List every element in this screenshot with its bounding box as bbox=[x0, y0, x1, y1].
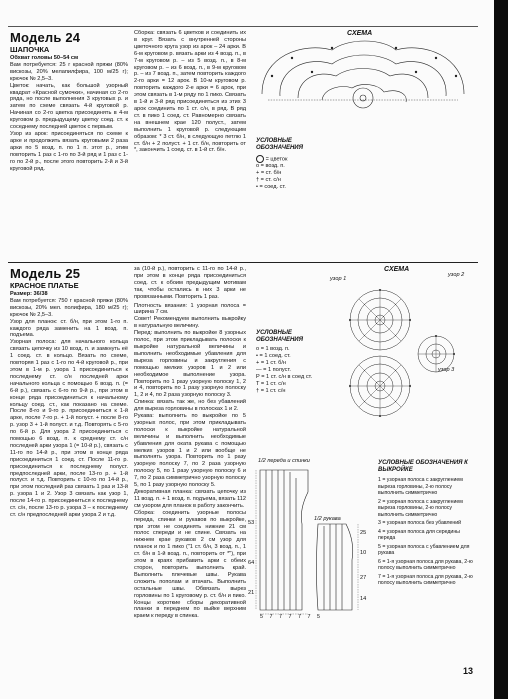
legend-item: • = соед. ст. bbox=[256, 184, 286, 191]
model24-col1-p2: Цветок: начать, как большой узорный квадрат «Красной сумочки», начиная со 2-го ряда, но после выполнения 3 круговых р. и затем по схеме связать 4-й круговой р. Начиная со 2-го цветка присоединять в 4-м круговом р. предыдущему цветку соед. ст. к соседнему последней цветок с первым. bbox=[10, 82, 128, 131]
model24-schema bbox=[252, 36, 474, 136]
model24-col1-p0: Обхват головы 50–54 см bbox=[10, 55, 79, 61]
model25-col1-p1: Вам потребуется: 750 г красной пряжи (80% вискозы, 20% мел. полифира, 180 м/25 г); крючок № 2,5–3. bbox=[10, 297, 128, 318]
dim-front-21: 21 bbox=[248, 590, 255, 596]
model25-col1-p3: Узорная полоса: для начального кольца связать цепочку из 10 возд. п. и замкнуть её 1 соед. ст. в кольцо. Вязать по схеме, повторяя 1 раз с 1-го по 4-й круговой р., при этом в 1-м р. узора 1 присоединиться к последнему ст. с/н последней арки начального кольца с помощью 6 возд. п. (= 6-й р.), связать с 6-го по 9-й р., при этом в конце ряда присоединиться к начальному кольцу соед. ст., как показано на схеме. После 8-го и 9-го р. присоединиться к 1-й арке, после 7-го р. + 1-й полуст. + после 8-го р. узор 3 + 1-й полуст. и т.д. Повторять с 5-го по 6-й р. Для узора 2 присоединиться с помощью 6 возд. п. к среднему ст. с/н последней арки узора 1 (= 10-й р.), связать с 11-го по 14-й р., при этом в конце ряда присоединиться 1 соед. ст. После 11-го р. присоединиться к последнему полуст. предпоследней арки, после 13-го р. + 1-й полуст. и т.д. Повторить с 10-го по 14-й р., при этом последний раз связать 1 раз и 13-й р. узора 1 и 2. Узор 3 связать как узор 1, после 14-го р. присоединиться к последнему ст. с/н, после 13-го р. узора 3 – к последнему ст. с/н предпоследней арки узора 2 и т.д. bbox=[10, 339, 128, 518]
model24-col1-p1: Вам потребуется: 25 г красной пряжи (80% вискозы, 20% мелапилфира, 100 м/25 г); крючок № 2,5–3. bbox=[10, 61, 128, 82]
legend-item: P = 1 ст. с/н в соед ст. bbox=[256, 374, 313, 380]
pattern-sleeve-title: 1/2 рукава bbox=[314, 516, 341, 522]
uzor3-label: узор 3 bbox=[438, 367, 455, 373]
model25-schema-label: СХЕМА bbox=[384, 266, 410, 273]
page-number: 13 bbox=[463, 666, 474, 676]
vykroika-item: 4 = узорная полоса для середины переда bbox=[378, 528, 460, 541]
legend-item: T = 1 ст. с/н bbox=[256, 381, 286, 387]
model25-col2-p7: Сборка: соединить узорные полосы переда, спинки и рукавов по выкройке, при этом не соединять нижние 21 см полос спереди и не спине. Связать на нижнем крае рукавов 2 см узор для планок и по 1 пико ("1 ст. б/н, 3 возд. п., 1 ст. б/н в 1-й возд. п., повторить от *"), при этом в краях прибавить арки с обеих сторон, повторить выполнить край. Выполнить плечевые швы. Рукава сложить пополам и втачать. Выполнить остальные швы. Обвязать вырез горловины по 1 круговому р. ст. б/н и пико. Концы короткие сборы декоративной планки в переднем по выйке верхним краем к переду в спинка. bbox=[134, 509, 246, 620]
model24-title: Модель 24 bbox=[10, 30, 81, 45]
dim-sleeve-10: 10 bbox=[360, 550, 367, 556]
vykroika-item: 3 = узорная полоса без убавлений bbox=[378, 520, 462, 526]
legend-item: + = 1 ст. б/н bbox=[256, 360, 287, 366]
model24-col1 bbox=[10, 55, 128, 255]
model25-legend bbox=[256, 330, 346, 395]
model24-schema-label: СХЕМА bbox=[347, 30, 373, 37]
legend-item: † = 1 ст. с/н bbox=[256, 388, 286, 394]
model25-col2-p6: Декоративная планка: связать цепочку из 11 возд. п. + 1 возд. п. подъема, вязать 112 см узором для планок в работу закончить. bbox=[134, 489, 246, 509]
uzor1-label: узор 1 bbox=[330, 276, 347, 282]
model24-legend-title: УСЛОВНЫЕ ОБОЗНАЧЕНИЯ bbox=[256, 138, 303, 151]
model25-col2-p0: за (10-й р.), повторить с 11-го по 14-й р., при этом в конце ряда присоединиться соед. ст. к обоим предыдущим мотивам так, чтобы остались в них 3 арки не провязанными. Повторить 1 раз. bbox=[134, 266, 246, 300]
binding-edge bbox=[494, 0, 508, 699]
legend-item: + = ст. б/н bbox=[256, 170, 282, 177]
uzor2-label: узор 2 bbox=[448, 272, 465, 278]
model24-col1-p3: Узор из арок: присоединяться по схеме к арке и продолжить вязать круговыми 2 раза арки по 5 возд. п. по 1 п. этот р., этим повторить 1 раз с 1-го по 3-й ряд и 1 раз с 1-го по 2-й р., после этого повторить 2-й и 3-й круговой ряд. bbox=[10, 130, 128, 172]
model25-col2-p1: Плотность вязания: 1 узорная полоса = ширина 7 см. bbox=[134, 302, 246, 316]
flower-icon bbox=[256, 155, 264, 163]
vykroika-item: 7 = 1-я узорная полоса для рукава, 2-ю полосу выполнить симметрично bbox=[378, 573, 473, 586]
dim-sleeve-27: 27 bbox=[360, 575, 367, 581]
legend-item: † = ст. с/н bbox=[256, 177, 281, 184]
vykroika-item: 2 = узорная полоса с закруглением выреза горловины, 2-ю полосу выполнить симметрично bbox=[378, 498, 463, 518]
vykroika-item: 1 = узорная полоса с закруглением выреза горловины, 2-ю полосу выполнить симметрично bbox=[378, 477, 463, 496]
dim-sleeve-14: 14 bbox=[360, 596, 367, 602]
model24-legend bbox=[256, 138, 376, 191]
model24-subtitle: ШАПОЧКА bbox=[10, 45, 50, 54]
pattern-front-title: 1/2 переда и спинки bbox=[258, 458, 310, 464]
model25-col2 bbox=[134, 266, 246, 692]
model25-col2-p2: Совет! Рекомендуем выполнить выкройку в натуральную величину. bbox=[134, 316, 246, 330]
legend-item: — = 1 полуст. bbox=[256, 367, 291, 373]
chain-icon: o bbox=[256, 163, 261, 170]
top-rule bbox=[8, 26, 478, 27]
model25-legend-title: УСЛОВНЫЕ ОБОЗНАЧЕНИЯ bbox=[256, 330, 303, 343]
legend-item: o = 1 возд. п. bbox=[256, 346, 290, 352]
vykroika-legend-title: УСЛОВНЫЕ ОБОЗНАЧЕНИЯ К ВЫКРОЙКЕ bbox=[378, 460, 468, 473]
model25-col2-p4: Спинка: вязать так же, но без убавлений для выреза горловины в полосках 1 и 2. bbox=[134, 399, 246, 413]
dim-sleeve-25: 25 bbox=[360, 530, 367, 536]
dim-front-53: 53 bbox=[248, 520, 255, 526]
vykroika-legend bbox=[378, 460, 476, 587]
dim-bottom-row: 5 7 7 7 7 7 5 bbox=[260, 614, 320, 620]
model25-subtitle: КРАСНОЕ ПЛАТЬЕ bbox=[10, 281, 79, 290]
section-divider bbox=[8, 262, 478, 263]
dress-pattern bbox=[252, 464, 372, 620]
dim-front-64: 64 bbox=[248, 560, 255, 566]
sc-icon: + bbox=[256, 170, 261, 177]
model25-col2-p3: Перед: выполнить по выкройке 8 узорных полос, при этом прикладывать полоски к выкройке натуральной величины и выполнить необходимые убавления для выреза горловины и закругления с помощью мелких узоров 1 и 2 или необходимое выполнение узора. Повторить по 1 разу узорную полоску 1, 2 и 4, повторить по 1 разу узорную полоску 1, 2 и 4, по 2 раза узорную полоску 3. bbox=[134, 330, 246, 399]
legend-item: o = возд. п. bbox=[256, 163, 285, 170]
model25-col2-p5: Рукава: выполнить по выкройке по 5 узорных полос, при этом прикладывать полоски к выкройке натуральной величины и выполнить необходимые убавления для оката рукава с помощью мелких узоров 1 и 2 или вообще не выполнять узора. Повторить по 1 разу узорную полоску 7, по 2 раза узорную полоску 5, по 1 разу узорную полоску 6 и 7, по 2 раза симметрично узорную полоску 5, по 1 разу узорную полоску 5. bbox=[134, 413, 246, 489]
model25-col1-p0: Размер: 36/38 bbox=[10, 291, 48, 297]
model24-col2-p0: Сборка: связать 6 цветков и соединить их в круг. Вязать с внутренней стороны цветочного круга узор из арок – 24 арки. В 6-м круговом р. вязать арки из 4 возд. п., в 7-м круговом р. – из 5 возд. п., в 8-м круговом р. – из 6 возд. п., в 9-м круговом р. – из 7 возд. п., затем повторить каждого 2-го арки = 12 арок. В 10-м круговом р. повторить каждого 2-е арки = 6 арок, при этом связать в 1-м ряду по 1 пико. Связать в 1-й и 3-й ряд присоединяться из этих 3 арок соединить по 1 ст. с/н, в ряд. В ряд ст. в пико 1 соед. ст. Равномерно связать на внешнем крае 120 полуст., затем выполнить 1 круговой р. следующим образом: * 3 ст. б/н, в следующую петлю 1 ст. б/н + 2 полуст. + 1 ст. б/н, повторить от *, закончить 1 соед. ст. в 1-й ст. б/н. bbox=[134, 30, 246, 154]
legend-item: • = 1 соед. ст. bbox=[256, 353, 291, 359]
vykroika-item: 6 = 1-я узорная полоса для рукава, 2-ю полосу выполнить симметрично bbox=[378, 558, 473, 571]
model24-col2 bbox=[134, 30, 246, 258]
slipstitch-icon: • bbox=[256, 184, 260, 191]
model25-col1-p2: Узор для планок: ст. б/н, при этом 1-го п. каждого ряда заменить на 1 возд. п. подъема. bbox=[10, 318, 128, 339]
vykroika-item: 5 = узорная полоса с убавлением для рукава bbox=[378, 543, 470, 556]
legend-item: = цветок bbox=[256, 155, 376, 163]
model25-col1 bbox=[10, 291, 128, 689]
dc-icon: † bbox=[256, 177, 261, 184]
model25-title: Модель 25 bbox=[10, 266, 81, 281]
